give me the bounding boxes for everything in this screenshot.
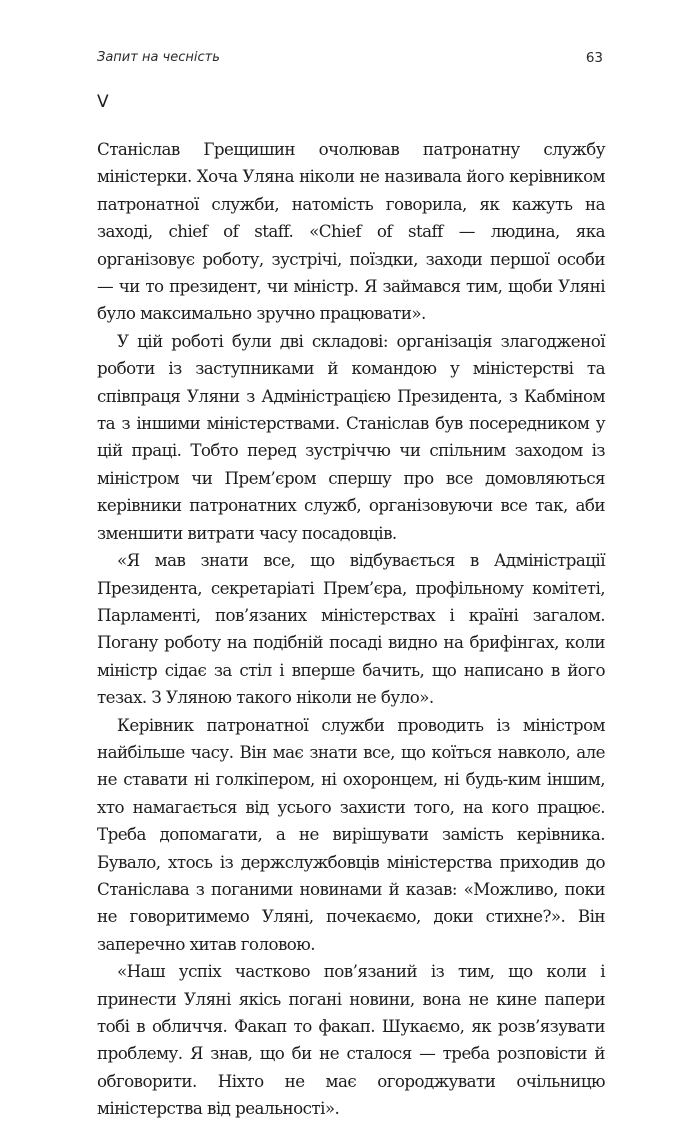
running-header — [97, 50, 603, 72]
paragraph: «Наш успіх частково пов’язаний із тим, що коли і принести Уляні якісь погані новини, вона не кине папери тобі в обличчя. Факап то факап. Шукаємо, як розв’язувати проблему. Я знав, що би не сталося — треба розповісти й обговорити. Ніхто не має огороджувати очільницю міністерства від реальності». — [97, 961, 605, 1119]
paragraph: Станіслав Грещишин очолював патронатну службу міністерки. Хоча Уляна ніколи не називала його керівником патронатної служби, натомість говорила, як кажуть на заході, chief of staff. «Chief of staff — людина, яка організовує роботу, зустрічі, поїздки, заходи першої особи — чи то президент, чи міністр. Я займався тим, щоби Уляні було максимально зручно працювати». — [97, 139, 605, 324]
paragraph: У цій роботі були дві складові: організація злагодженої роботи із заступниками й командою у міністерстві та співпраця Уляни з Адміністрацією Президента, з Кабміном та з іншими міністерствами. Станіслав був посередником у цій праці. Тобто перед зустріччю чи спільним заходом із міністром чи Прем’єром спершу про все домовляються керівники патронатних служб, організовуючи все так, аби зменшити витрати часу посадовців. — [97, 330, 605, 543]
running-header-title: Запит на чесність — [97, 50, 220, 65]
chapter-number: V — [97, 92, 109, 112]
paragraph: «Я мав знати все, що відбувається в Адміністрації Президента, секретаріаті Прем’єра, профільному комітеті, Парламенті, пов’язаних міністерствах і країні загалом. Погану роботу на подібній посаді видно на брифінгах, коли міністр сідає за стіл і вперше бачить, що написано в його тезах. З Уляною такого ніколи не було». — [97, 550, 605, 708]
body-text — [97, 136, 605, 1123]
page-number: 63 — [585, 50, 603, 66]
paragraph: Керівник патронатної служби проводить із міністром найбільше часу. Він має знати все, що коїться навколо, але не ставати ні голкіпером, ні охоронцем, ні будь-ким іншим, хто намагається від усього захисти того, на кого працює. Треба допомагати, а не вирішувати замість керівника. Бувало, хтось із держслужбовців міністерства приходив до Станіслава з поганими новинами й казав: «Можливо, поки не говоритимемо Уляні, почекаємо, доки стихне?». Він заперечно хитав головою. — [97, 714, 605, 954]
